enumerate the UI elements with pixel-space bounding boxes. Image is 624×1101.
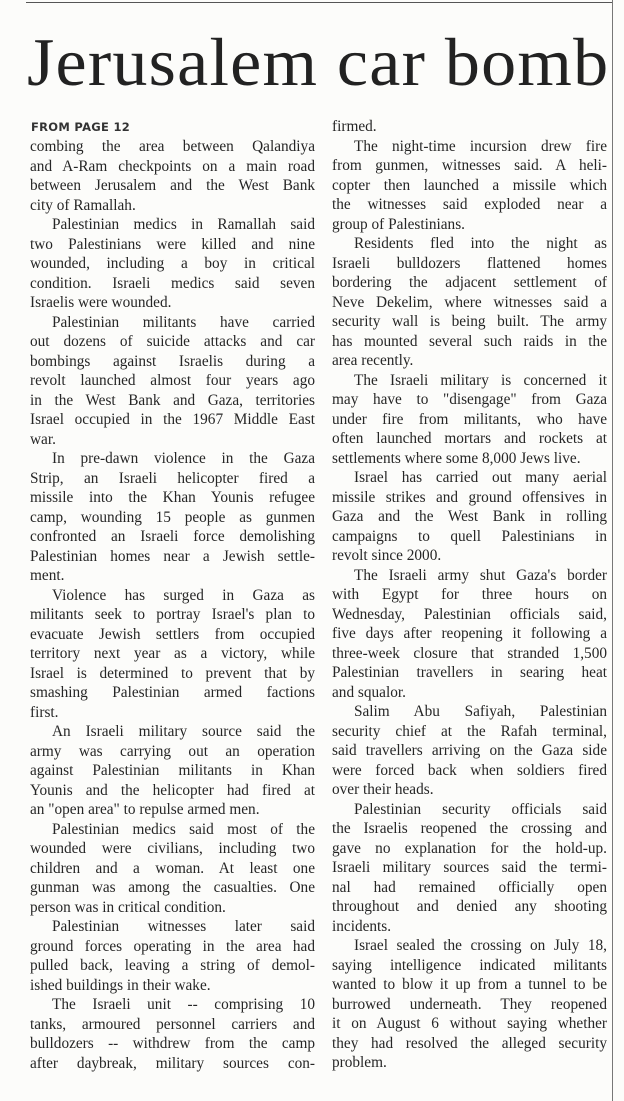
- paragraph: [332, 936, 607, 1073]
- text-line: army was carrying out an operation: [30, 742, 315, 760]
- text-line: wounded, including a boy in critical: [30, 255, 315, 272]
- text-line: Younis and the helicopter had fired at: [30, 781, 315, 799]
- text-line: it on August 6 without saying whether: [332, 1015, 607, 1032]
- text-line: Israel has carried out many aerial: [354, 469, 607, 486]
- text-line: bordering the adjacent settlement of: [332, 274, 607, 291]
- text-line: Salim Abu Safiyah, Palestinian: [354, 703, 607, 720]
- paragraph: [332, 800, 607, 937]
- text-line: missile strikes and ground offensives in: [332, 488, 607, 506]
- text-line: may have to "disengage" from Gaza: [332, 391, 607, 408]
- text-line: Palestinian medics said most of the: [52, 820, 315, 838]
- text-line: gunman was among the casualties. One: [30, 879, 315, 896]
- text-line: The Israeli military is concerned it: [354, 371, 607, 389]
- text-line: condition. Israeli medics said seven: [30, 274, 315, 292]
- text-line: copter then launched a missile which: [332, 176, 607, 194]
- text-line: ment.: [30, 567, 65, 584]
- text-line: throughout and denied any shooting: [332, 898, 607, 915]
- paragraph: [332, 371, 607, 469]
- text-line: saying intelligence indicated militants: [332, 956, 607, 974]
- text-line: they had resolved the alleged security: [332, 1034, 607, 1052]
- text-line: The night-time incursion drew fire: [354, 137, 607, 155]
- text-line: Israel is determined to prevent that by: [30, 664, 315, 682]
- text-line: burrowed underneath. They reopened: [332, 995, 607, 1013]
- text-line: revolt since 2000.: [332, 547, 442, 564]
- text-line: with Egypt for three hours on: [332, 586, 607, 603]
- text-line: Israelis were wounded.: [30, 294, 172, 311]
- text-line: wanted to blow it up from a tunnel to be: [332, 976, 607, 993]
- paragraph: [30, 137, 315, 215]
- paragraph: [30, 215, 315, 313]
- text-line: ground forces operating in the area had: [30, 937, 315, 955]
- paragraph: [332, 702, 607, 800]
- article-column-2: [332, 117, 607, 1073]
- text-line: in the West Bank and Gaza, territories: [30, 391, 315, 409]
- text-line: In pre-dawn violence in the Gaza: [52, 450, 315, 467]
- text-line: ished buildings in their wake.: [30, 976, 211, 994]
- text-line: Palestinian militants have carried: [52, 313, 315, 331]
- paragraph: [30, 917, 315, 995]
- text-line: missile into the Khan Younis refugee: [30, 489, 315, 506]
- text-line: The Israeli unit -- comprising 10: [52, 996, 315, 1013]
- paragraph: [332, 566, 607, 703]
- text-line: against Palestinian militants in Khan: [30, 762, 315, 779]
- text-line: between Jerusalem and the West Bank: [30, 177, 315, 194]
- paragraph: [30, 586, 315, 723]
- text-line: firmed.: [332, 118, 377, 135]
- text-line: Violence has surged in Gaza as: [52, 586, 315, 604]
- text-line: from gunmen, witnesses said. A heli-: [332, 157, 607, 174]
- text-line: and squalor.: [332, 683, 406, 701]
- text-line: revolt launched almost four years ago: [30, 372, 315, 389]
- text-line: nal had remained officially open: [332, 878, 607, 896]
- paragraph: [30, 313, 315, 450]
- text-line: Residents fled into the night as: [354, 235, 607, 252]
- text-line: Gaza and the West Bank in rolling: [332, 508, 607, 525]
- text-line: bulldozers -- withdrew from the camp: [30, 1035, 315, 1052]
- text-line: war.: [30, 430, 56, 448]
- text-line: the witnesses said exploded near a: [332, 196, 607, 213]
- paragraph: [30, 722, 315, 820]
- text-line: Palestinian security officials said: [354, 800, 607, 818]
- text-line: Neve Dekelim, where witnesses said a: [332, 293, 607, 311]
- text-line: an "open area" to repulse armed men.: [30, 801, 260, 818]
- text-line: security chief at the Rafah terminal,: [332, 722, 607, 740]
- text-line: first.: [30, 703, 59, 721]
- text-line: five days after reopening it following a: [332, 625, 607, 642]
- text-line: said travellers arriving on the Gaza side: [332, 742, 607, 759]
- text-line: the Israelis reopened the crossing and: [332, 820, 607, 837]
- text-line: Palestinian witnesses later said: [52, 918, 315, 935]
- text-line: incidents.: [332, 917, 392, 935]
- text-line: settlements where some 8,000 Jews live.: [332, 449, 581, 467]
- text-line: after daybreak, military sources con-: [30, 1054, 315, 1072]
- text-line: Palestinian homes near a Jewish settle-: [30, 547, 315, 565]
- text-line: Israel sealed the crossing on July 18,: [354, 937, 607, 954]
- text-line: two Palestinians were killed and nine: [30, 235, 315, 253]
- text-line: militants seek to portray Israel's plan to: [30, 606, 315, 623]
- text-line: over their heads.: [332, 781, 434, 798]
- text-line: confronted an Israeli force demolishing: [30, 528, 315, 545]
- text-line: gave no explanation for the hold-up.: [332, 839, 607, 857]
- top-rule: [26, 2, 612, 3]
- text-line: territory next year as a victory, while: [30, 645, 315, 662]
- text-line: wounded were civilians, including two: [30, 840, 315, 857]
- text-line: children and a woman. At least one: [30, 859, 315, 877]
- text-line: Israel occupied in the 1967 Middle East: [30, 411, 315, 428]
- text-line: Wednesday, Palestinian officials said,: [332, 605, 607, 623]
- paragraph: [332, 117, 607, 137]
- text-line: bombings against Israelis during a: [30, 352, 315, 370]
- text-line: group of Palestinians.: [332, 215, 465, 233]
- text-line: and A-Ram checkpoints on a main road: [30, 157, 315, 175]
- text-line: were forced back when soldiers fired: [332, 761, 607, 779]
- text-line: combing the area between Qalandiya: [30, 138, 315, 155]
- paragraph: [30, 995, 315, 1073]
- text-line: person was in critical condition.: [30, 898, 226, 916]
- text-line: city of Ramallah.: [30, 196, 136, 214]
- text-line: Israeli military sources said the termi-: [332, 859, 607, 876]
- paragraph: [30, 449, 315, 586]
- paragraph: [332, 234, 607, 371]
- text-line: Palestinian travellers in searing heat: [332, 664, 607, 681]
- text-line: out dozens of suicide attacks and car: [30, 333, 315, 350]
- text-line: three-week closure that stranded 1,500: [332, 644, 607, 662]
- text-line: evacuate Jewish settlers from occupied: [30, 625, 315, 643]
- text-line: camp, wounding 15 people as gunmen: [30, 508, 315, 526]
- column-rule: [612, 0, 613, 1101]
- paragraph: [332, 468, 607, 566]
- jump-line: FROM PAGE 12: [31, 120, 131, 134]
- paragraph: [30, 820, 315, 918]
- text-line: tanks, armoured personnel carriers and: [30, 1015, 315, 1033]
- text-line: security wall is being built. The army: [332, 313, 607, 330]
- text-line: under fire from militants, who have: [332, 410, 607, 428]
- article-column-1: [30, 137, 315, 1073]
- headline: Jerusalem car bomb: [27, 24, 610, 100]
- text-line: area recently.: [332, 352, 414, 369]
- text-line: Strip, an Israeli helicopter fired a: [30, 469, 315, 487]
- text-line: An Israeli military source said the: [52, 723, 315, 740]
- text-line: Israeli bulldozers flattened homes: [332, 254, 607, 272]
- text-line: smashing Palestinian armed factions: [30, 684, 315, 701]
- paragraph: [332, 137, 607, 235]
- text-line: pulled back, leaving a string of demol-: [30, 957, 315, 974]
- text-line: The Israeli army shut Gaza's border: [354, 566, 607, 584]
- text-line: campaigns to quell Palestinians in: [332, 527, 607, 545]
- text-line: often launched mortars and rockets at: [332, 430, 607, 447]
- text-line: problem.: [332, 1054, 387, 1071]
- text-line: has mounted several such raids in the: [332, 332, 607, 350]
- text-line: Palestinian medics in Ramallah said: [52, 216, 315, 233]
